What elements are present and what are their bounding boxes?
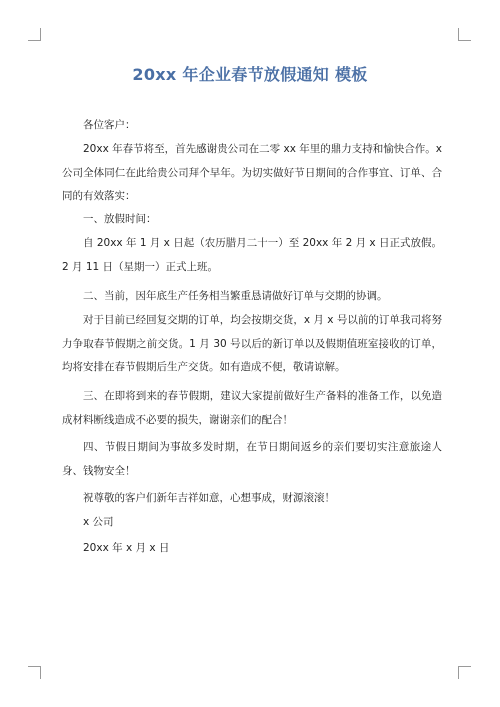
holiday-time-paragraph: 自 20xx 年 1 月 x 日起（农历腊月二十一）至 20xx 年 2 月 x 日正式放假。2 月 11 日（星期一）正式上班。 [62,237,442,273]
signature-company: x 公司 [83,516,114,528]
page-corner-mark-bottom-left [28,666,41,679]
section-safety-paragraph: 四、节假日期间为事故多发时期，在节日期间返乡的亲们要切实注意旅途人身、钱物安全！ [62,441,442,477]
document-title: 20xx 年企业春节放假通知 模板 [132,65,368,84]
orders-paragraph: 对于目前已经回复交期的订单，均会按期交货，x 月 x 号以前的订单我司将努力争取春节假期之前交货。1 月 30 号以后的新订单以及假期值班室接收的订单，均将安排在春节假期后生产交货。如有造成不便，敬请谅解。 [62,314,442,373]
signature-date: 20xx 年 x 月 x 日 [83,542,170,554]
salutation: 各位客户： [83,119,136,131]
intro-paragraph: 20xx 年春节将至，首先感谢贵公司在二零 xx 年里的鼎力支持和愉快合作。x 公司全体同仁在此给贵公司拜个早年。为切实做好节日期间的合作事宜、订单、合同的有效落实： [62,143,442,202]
section-orders-heading: 二、当前，因年底生产任务相当繁重恳请做好订单与交期的协调。 [83,290,388,302]
page-corner-mark-top-right [458,28,471,41]
closing-wishes: 祝尊敬的客户们新年吉祥如意，心想事成，财源滚滚！ [83,492,335,504]
section-holiday-time-heading: 一、放假时间： [83,213,157,225]
page-corner-mark-bottom-right [458,666,471,679]
section-materials-paragraph: 三、在即将到来的春节假期，建议大家提前做好生产备料的准备工作，以免造成材料断线造成不必要的损失，谢谢亲们的配合！ [62,390,442,426]
page-corner-mark-top-left [28,28,41,41]
